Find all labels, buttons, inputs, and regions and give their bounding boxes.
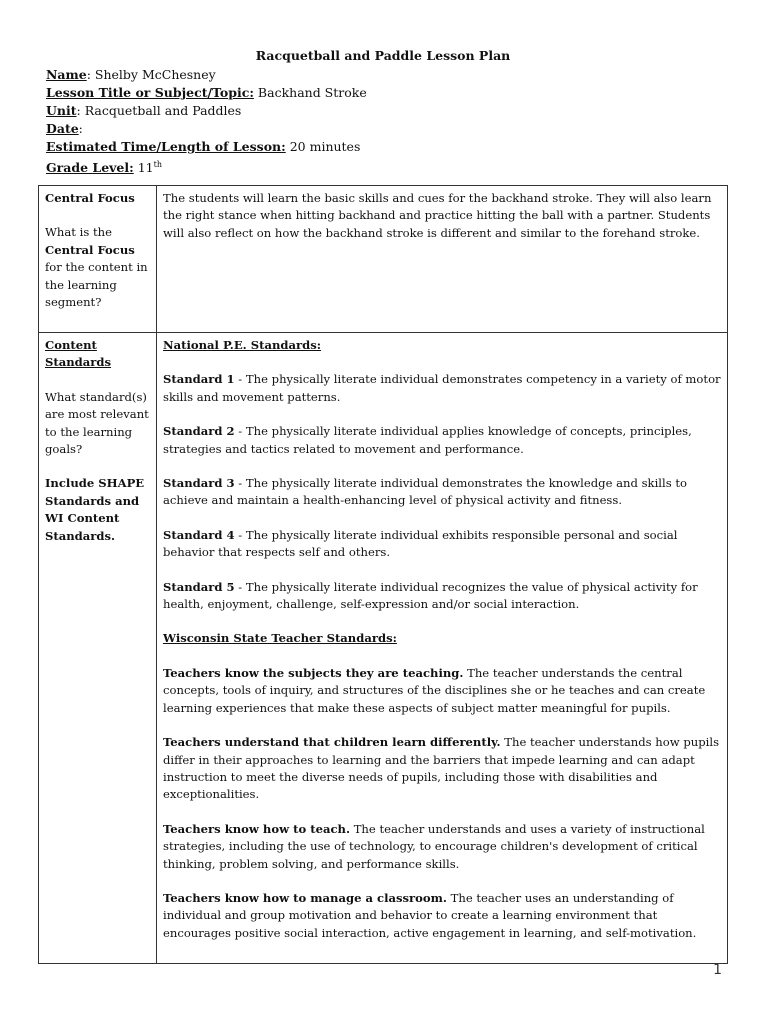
central-focus-heading: Central Focus: [45, 191, 135, 205]
lesson-meta: [46, 66, 367, 177]
wi-standards-heading: Wisconsin State Teacher Standards:: [163, 631, 397, 646]
content-standards-question: What standard(s) are most relevant to the learning goals?: [45, 389, 149, 457]
content-standards-content-cell: [157, 333, 728, 964]
standard-3: Standard 3 - The physically literate individual demonstrates the knowledge and skills to achieve and maintain a health-enhancing level of physical activity and fitness.: [163, 476, 687, 508]
grade-value: 11: [133, 160, 154, 176]
wi-standard-2: Teachers understand that children learn differently. The teacher understands how pupils differ in their approaches to learning and the barriers that impede learning and can adapt instruction to meet the diverse needs of pupils, including those with disabilities and exceptionalities.: [163, 735, 720, 802]
meta-time-line: [46, 138, 367, 156]
date-value: :: [78, 121, 83, 136]
wi-standard-3: Teachers know how to teach. The teacher understands and uses a variety of instructional strategies, including the use of technology, to encourage children's development of critical thinking, problem solving, and performance skills.: [163, 821, 705, 871]
central-focus-label-cell: [39, 186, 157, 333]
date-label: Date: [46, 121, 79, 136]
page-number: 1: [713, 962, 722, 978]
topic-label: Lesson Title or Subject/Topic:: [46, 85, 254, 100]
name-value: : Shelby McChesney: [86, 67, 216, 82]
time-value: 20 minutes: [285, 139, 361, 154]
topic-value: Backhand Stroke: [253, 85, 367, 100]
grade-label: Grade Level:: [46, 160, 134, 176]
meta-unit-line: [46, 102, 367, 120]
national-standards-heading: National P.E. Standards:: [163, 338, 322, 352]
central-focus-row: [39, 186, 728, 333]
wi-standard-4: Teachers know how to manage a classroom. The teacher uses an understanding of individual and group motivation and behavior to create a learning environment that encourages positive social interaction, active engagement in learning, and self-motivation.: [163, 890, 697, 940]
content-standards-row: [39, 333, 728, 964]
central-focus-text: The students will learn the basic skills and cues for the backhand stroke. They will also learn the right stance when hitting backhand and practice hitting the ball with a partner. Students will also reflect on how the backhand stroke is different and similar to the forehand stroke.: [163, 191, 712, 240]
content-standards-include: Include SHAPE Standards and WI Content Standards.: [45, 476, 145, 543]
central-focus-question: What is the Central Focus for the content in the learning segment?: [45, 225, 148, 310]
standard-4: Standard 4 - The physically literate individual exhibits responsible personal and social behavior that respects self and others.: [163, 527, 678, 560]
lesson-table: [38, 185, 728, 964]
time-label: Estimated Time/Length of Lesson:: [46, 139, 286, 154]
document-title: Racquetball and Paddle Lesson Plan: [255, 48, 511, 63]
content-standards-heading: Content Standards: [45, 338, 112, 370]
document-page: [38, 0, 728, 1024]
meta-date-line: [46, 120, 367, 138]
central-focus-content-cell: [157, 186, 728, 333]
meta-topic-line: [46, 84, 367, 102]
wi-standard-1: Teachers know the subjects they are teaching. The teacher understands the central concepts, tools of inquiry, and structures of the disciplines she or he teaches and can create learning experiences that make these aspects of subject matter meaningful for pupils.: [163, 665, 706, 715]
meta-name-line: [46, 66, 367, 84]
content-standards-label-cell: [39, 333, 157, 964]
standard-5: Standard 5 - The physically literate individual recognizes the value of physical activity for health, enjoyment, challenge, self-expression and/or social interaction.: [163, 579, 698, 612]
unit-label: Unit: [46, 103, 77, 118]
unit-value: : Racquetball and Paddles: [76, 103, 242, 118]
standard-1: Standard 1 - The physically literate individual demonstrates competency in a variety of motor skills and movement patterns.: [163, 372, 721, 404]
meta-grade-line: [46, 156, 367, 177]
grade-suffix: th: [153, 160, 162, 169]
standard-2: Standard 2 - The physically literate individual applies knowledge of concepts, principles, strategies and tactics related to movement and performance.: [163, 424, 692, 456]
name-label: Name: [46, 67, 87, 82]
